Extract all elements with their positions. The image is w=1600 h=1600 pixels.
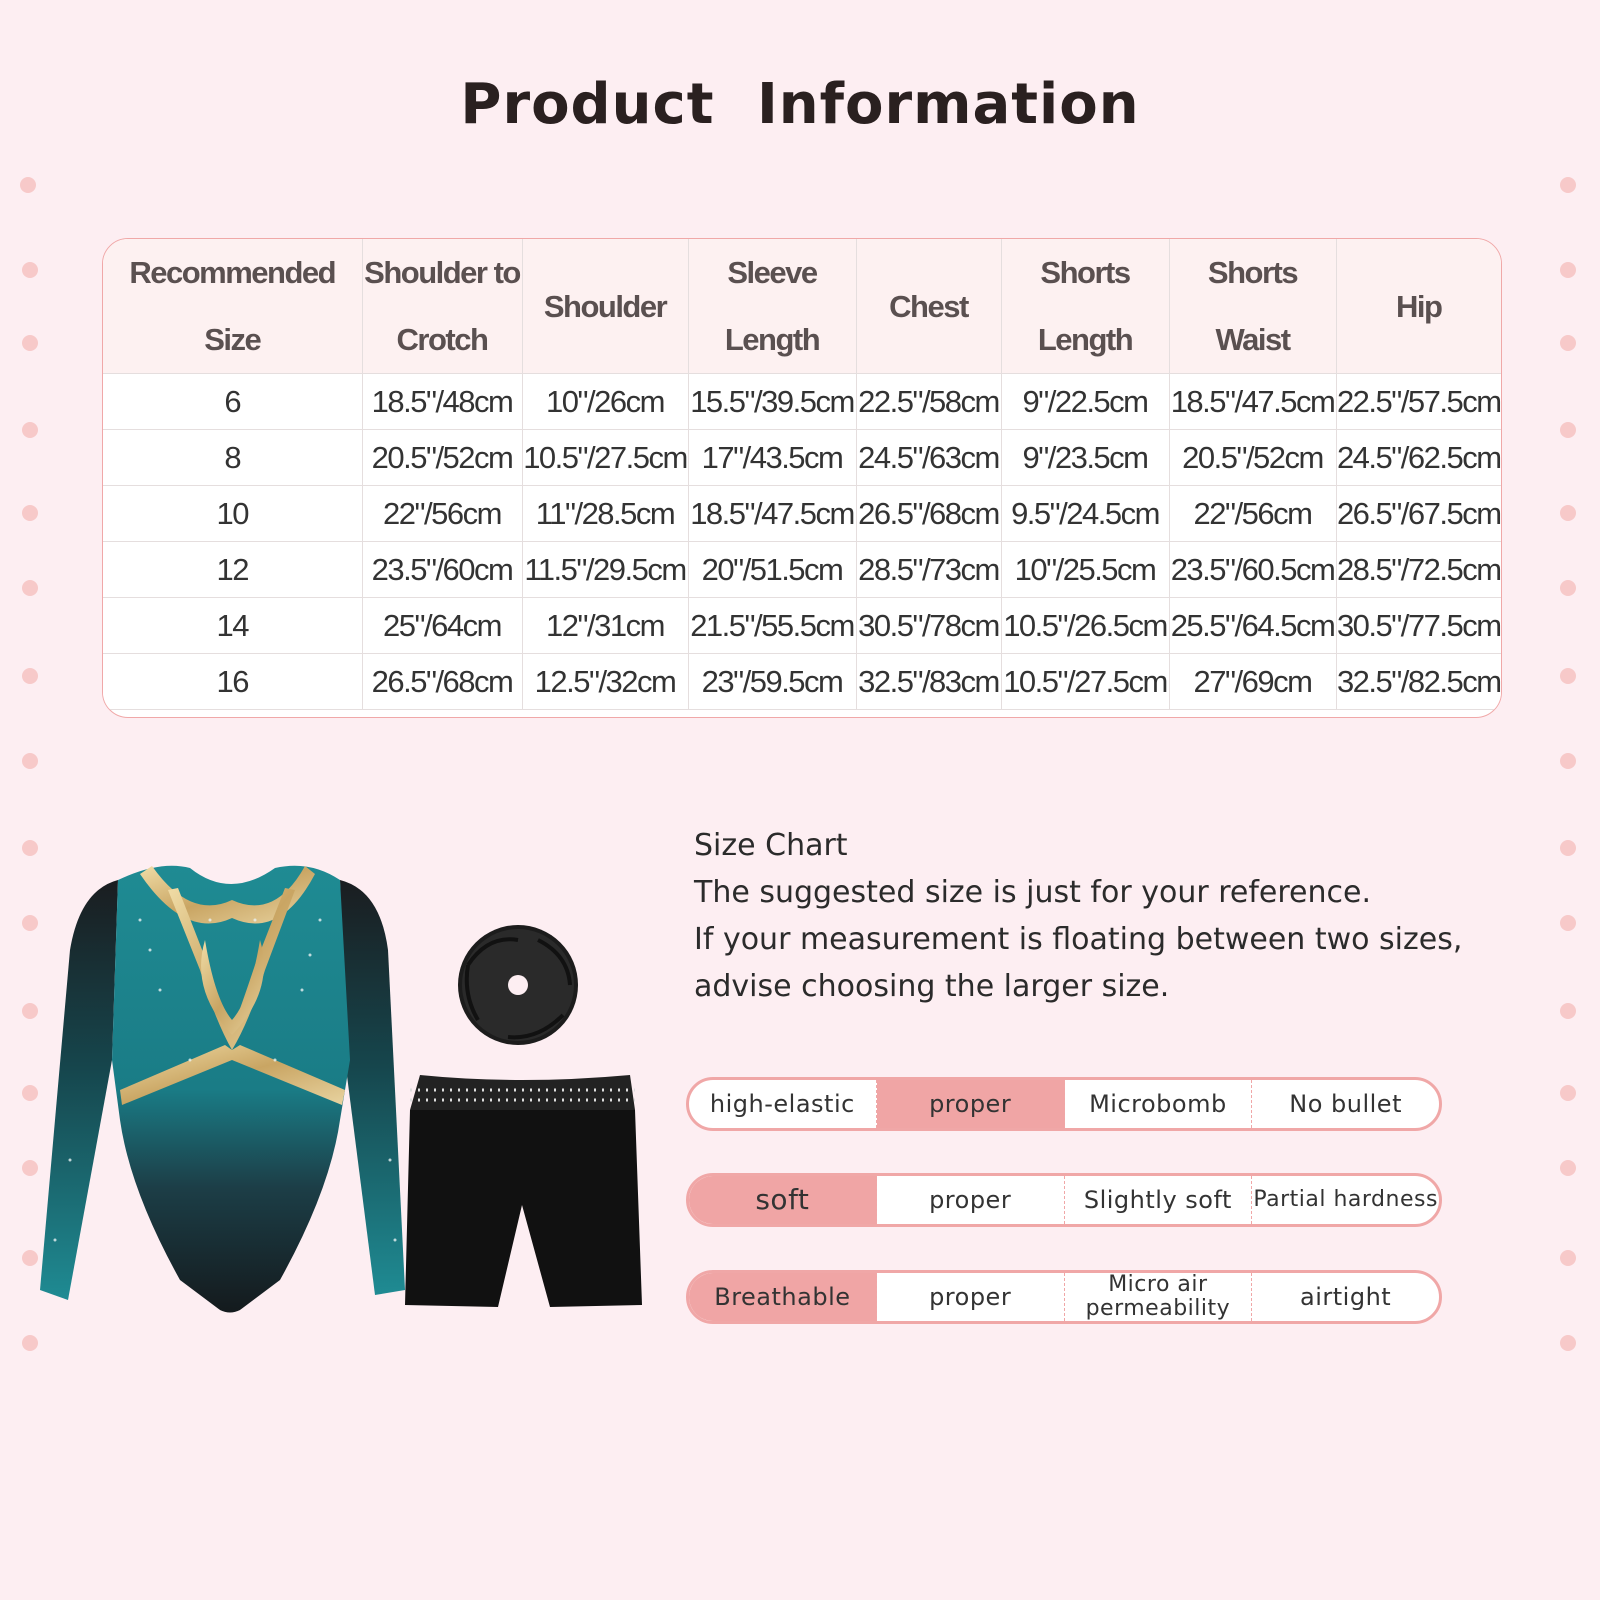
table-row [103, 654, 1501, 710]
measurement-cell: 10"/25.5cm [1001, 542, 1169, 598]
leotard-set-illustration [40, 860, 660, 1340]
column-header [1336, 239, 1501, 374]
feature-option: Microbomb [1065, 1080, 1253, 1128]
feature-option-selected: soft [689, 1176, 877, 1224]
measurement-cell: 18.5"/48cm [362, 374, 522, 430]
measurement-cell: 27"/69cm [1169, 654, 1336, 710]
table-row [103, 542, 1501, 598]
column-header-label: Shoulder [543, 288, 667, 324]
size-table [103, 239, 1501, 710]
measurement-cell: 32.5"/83cm [856, 654, 1001, 710]
scrunchie [458, 925, 578, 1045]
measurement-cell: 10.5"/26.5cm [1001, 598, 1169, 654]
feature-option: No bullet [1289, 1090, 1402, 1118]
size-cell: 8 [103, 430, 362, 486]
measurement-cell: 25.5"/64.5cm [1169, 598, 1336, 654]
measurement-cell: 23.5"/60.5cm [1169, 542, 1336, 598]
column-header-label: Length [1037, 322, 1133, 357]
measurement-cell: 22"/56cm [1169, 486, 1336, 542]
measurement-cell: 22.5"/58cm [856, 374, 1001, 430]
feature-option-selected: Breathable [689, 1273, 877, 1321]
size-note-heading: Size Chart [694, 828, 848, 863]
column-header-label: Crotch [396, 322, 488, 357]
measurement-cell: 10"/26cm [522, 374, 688, 430]
measurement-cell: 25"/64cm [362, 598, 522, 654]
measurement-cell: 26.5"/68cm [856, 486, 1001, 542]
column-header [688, 239, 856, 374]
size-note-line: If your measurement is floating between two sizes, [694, 922, 1463, 957]
measurement-cell: 12"/31cm [522, 598, 688, 654]
column-header-label: Sleeve [727, 255, 817, 290]
feature-scale-row [686, 1173, 1442, 1227]
table-row [103, 374, 1501, 430]
measurement-cell: 28.5"/73cm [856, 542, 1001, 598]
measurement-cell: 11.5"/29.5cm [522, 542, 688, 598]
feature-option: Slightly soft [1065, 1176, 1253, 1224]
measurement-cell: 9"/22.5cm [1001, 374, 1169, 430]
left-sleeve [40, 880, 118, 1300]
measurement-cell: 20"/51.5cm [688, 542, 856, 598]
measurement-cell: 24.5"/62.5cm [1336, 430, 1501, 486]
column-header-label: Shorts [1040, 255, 1130, 290]
measurement-cell: 10.5"/27.5cm [522, 430, 688, 486]
table-header-row [103, 239, 1501, 374]
table-row [103, 430, 1501, 486]
size-table-card [102, 238, 1502, 718]
measurement-cell: 30.5"/77.5cm [1336, 598, 1501, 654]
column-header-label: Waist [1215, 322, 1290, 357]
feature-option: Partial hardness [1253, 1187, 1438, 1212]
measurement-cell: 20.5"/52cm [1169, 430, 1336, 486]
table-row [103, 486, 1501, 542]
feature-option-selected: proper [877, 1080, 1065, 1128]
measurement-cell: 24.5"/63cm [856, 430, 1001, 486]
measurement-cell: 23"/59.5cm [688, 654, 856, 710]
measurement-cell: 9.5"/24.5cm [1001, 486, 1169, 542]
measurement-cell: 26.5"/68cm [362, 654, 522, 710]
measurement-cell: 10.5"/27.5cm [1001, 654, 1169, 710]
size-cell: 16 [103, 654, 362, 710]
column-header [1169, 239, 1336, 374]
column-header [856, 239, 1001, 374]
size-note-line: advise choosing the larger size. [694, 969, 1170, 1004]
feature-option: proper [877, 1176, 1065, 1224]
measurement-cell: 23.5"/60cm [362, 542, 522, 598]
size-note [694, 822, 1462, 1010]
column-header [362, 239, 522, 374]
measurement-cell: 17"/43.5cm [688, 430, 856, 486]
measurement-cell: 9"/23.5cm [1001, 430, 1169, 486]
measurement-cell: 11"/28.5cm [522, 486, 688, 542]
measurement-cell: 22"/56cm [362, 486, 522, 542]
measurement-cell: 21.5"/55.5cm [688, 598, 856, 654]
measurement-cell: 30.5"/78cm [856, 598, 1001, 654]
feature-option: airtight [1300, 1283, 1392, 1311]
size-cell: 10 [103, 486, 362, 542]
column-header-label: Length [724, 322, 820, 357]
measurement-cell: 18.5"/47.5cm [1169, 374, 1336, 430]
measurement-cell: 28.5"/72.5cm [1336, 542, 1501, 598]
right-sleeve [340, 880, 405, 1295]
measurement-cell: 20.5"/52cm [362, 430, 522, 486]
column-header-label: Shorts [1207, 255, 1298, 290]
measurement-cell: 18.5"/47.5cm [688, 486, 856, 542]
column-header-label: Hip [1396, 288, 1442, 324]
page-title: Product Information [460, 72, 1140, 137]
size-cell: 6 [103, 374, 362, 430]
column-header-label: Shoulder to [364, 255, 520, 290]
column-header-label: Chest [889, 288, 968, 324]
size-cell: 14 [103, 598, 362, 654]
feature-scale-row [686, 1270, 1442, 1324]
feature-scale-row [686, 1077, 1442, 1131]
column-header [522, 239, 688, 374]
measurement-cell: 12.5"/32cm [522, 654, 688, 710]
column-header [1001, 239, 1169, 374]
measurement-cell: 22.5"/57.5cm [1336, 374, 1501, 430]
column-header-label: Recommended Size [129, 255, 336, 357]
size-note-line: The suggested size is just for your reference. [694, 875, 1371, 910]
measurement-cell: 15.5"/39.5cm [688, 374, 856, 430]
feature-option: high-elastic [689, 1080, 877, 1128]
table-row [103, 598, 1501, 654]
measurement-cell: 32.5"/82.5cm [1336, 654, 1501, 710]
product-image [40, 860, 660, 1340]
shorts [405, 1075, 642, 1307]
feature-option: Micro air permeability [1065, 1273, 1253, 1321]
column-header [103, 239, 362, 374]
feature-option: proper [877, 1273, 1065, 1321]
size-cell: 12 [103, 542, 362, 598]
measurement-cell: 26.5"/67.5cm [1336, 486, 1501, 542]
